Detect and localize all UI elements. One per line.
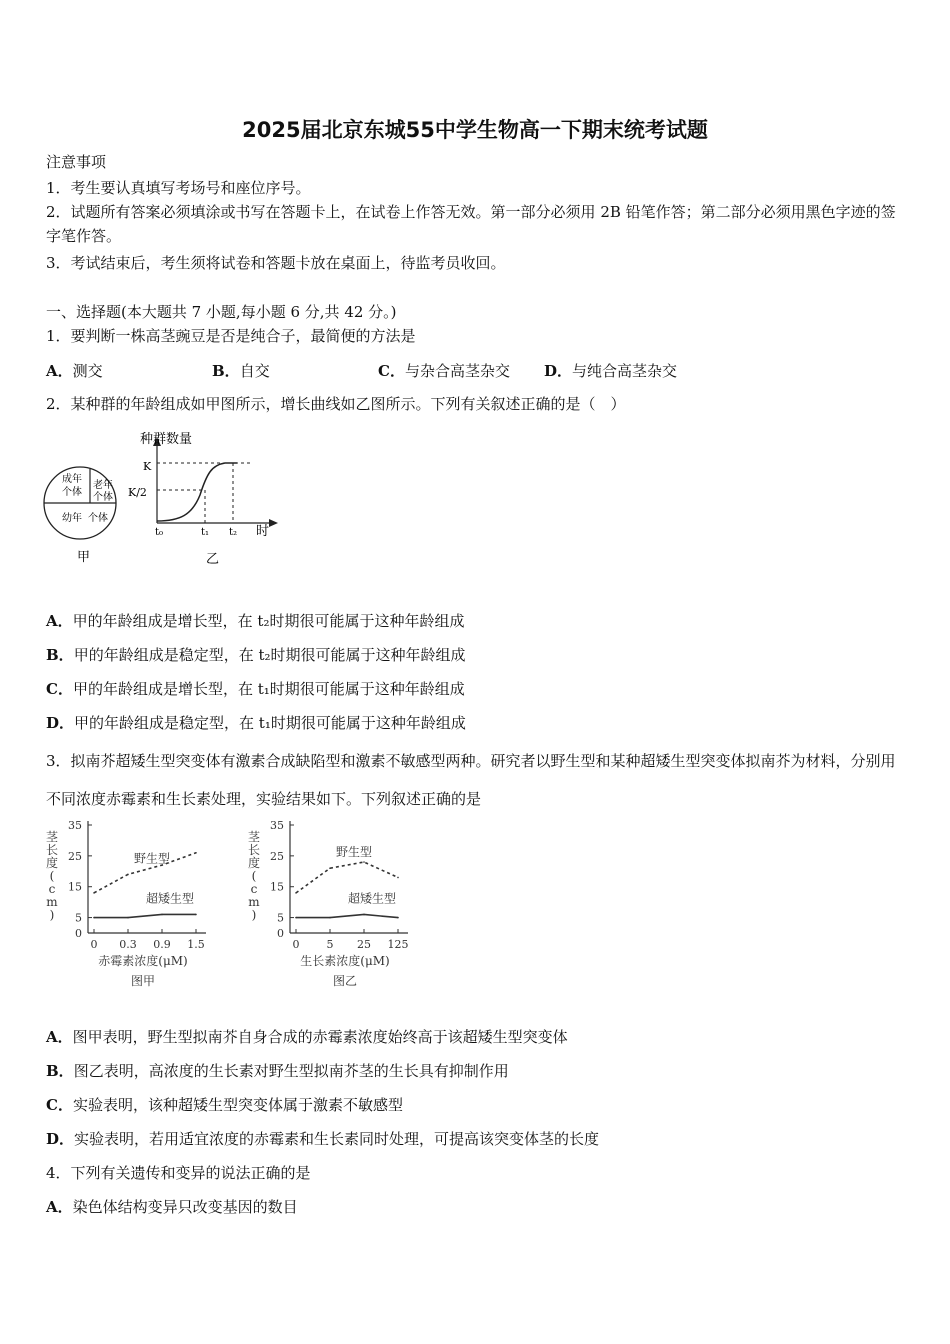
series-line-1-0 xyxy=(296,862,398,893)
data-point-0-1-0 xyxy=(93,917,95,919)
data-point-0-1-2 xyxy=(161,914,163,916)
q1-options xyxy=(46,360,677,381)
notice-item-3: 3．考试结束后，考生须将试卷和答题卡放在桌面上，待监考员收回。 xyxy=(46,254,506,272)
y-axis-label-char-1-0: 茎 xyxy=(247,830,261,844)
series-label-0-0: 野生型 xyxy=(134,851,171,866)
y-axis-label-char-1-5: m xyxy=(248,895,260,909)
x-tick-label-0-3: 1.5 xyxy=(187,938,205,951)
q4-stem: 4．下列有关遗传和变异的说法正确的是 xyxy=(46,1164,311,1182)
pie-label-old-2: 个体 xyxy=(93,492,113,503)
data-point-0-1-1 xyxy=(127,917,129,919)
figure-title-1: 图乙 xyxy=(332,974,358,988)
y-tick-label-1-3: 25 xyxy=(270,849,284,863)
series-label-0-1: 超矮生型 xyxy=(146,891,195,906)
series-line-1-1 xyxy=(296,914,398,917)
series-label-1-1: 超矮生型 xyxy=(348,891,397,906)
q2-figure xyxy=(40,425,290,573)
figure-title-0: 图甲 xyxy=(130,974,156,988)
y-tick-label-0-0: 0 xyxy=(75,927,82,940)
y-axis-label-char-0-1: 长 xyxy=(45,843,59,857)
x-tick-label-0-2: 0.9 xyxy=(153,938,171,951)
chart-auxin xyxy=(242,815,432,995)
x-tick-label-0-1: 0.3 xyxy=(119,938,137,951)
y-tick-label-0-4: 35 xyxy=(68,819,82,832)
growth-curve xyxy=(157,463,237,521)
q2-option-c[interactable]: C．甲的年龄组成是增长型，在 t₁时期很可能属于这种年龄组成 xyxy=(46,680,465,698)
x-tick-t1: t₁ xyxy=(201,527,210,538)
data-point-1-0-3 xyxy=(397,877,399,879)
q3-option-d[interactable]: D．实验表明，若用适宜浓度的赤霉素和生长素同时处理，可提高该突变体茎的长度 xyxy=(46,1130,600,1148)
y-axis-label-char-1-1: 长 xyxy=(247,843,261,857)
q1-option-c[interactable]: C．与杂合高茎杂交 xyxy=(378,362,510,380)
pie-label-old-1: 老年 xyxy=(93,480,113,491)
q2-option-a[interactable]: A．甲的年龄组成是增长型，在 t₂时期很可能属于这种年龄组成 xyxy=(46,612,465,630)
y-axis-label-char-1-3: ( xyxy=(251,869,257,883)
notice-heading: 注意事项 xyxy=(46,153,107,171)
x-tick-label-1-2: 25 xyxy=(357,938,371,951)
y-axis-label-char-0-0: 茎 xyxy=(45,830,59,844)
y-tick-k-half: K/2 xyxy=(128,486,147,499)
notice-item-1: 1．考生要认真填写考场号和座位序号。 xyxy=(46,179,311,197)
x-tick-t2: t₂ xyxy=(229,527,238,538)
pie-label-adult-2: 个体 xyxy=(62,487,82,498)
series-label-1-0: 野生型 xyxy=(336,845,373,860)
y-tick-k: K xyxy=(143,460,152,473)
data-point-0-1-3 xyxy=(195,914,197,916)
data-point-0-0-0 xyxy=(93,892,95,894)
x-axis-title-0: 赤霉素浓度(μM) xyxy=(98,954,188,968)
section-heading: 一、选择题(本大题共 7 小题,每小题 6 分,共 42 分。) xyxy=(46,303,397,321)
x-tick-label-1-3: 125 xyxy=(387,938,409,951)
growth-curve-chart xyxy=(128,431,278,567)
y-axis-label-char-0-2: 度 xyxy=(45,856,59,870)
q2-option-b[interactable]: B．甲的年龄组成是稳定型，在 t₂时期很可能属于这种年龄组成 xyxy=(46,646,466,664)
data-point-1-1-2 xyxy=(363,914,365,916)
caption-jia: 甲 xyxy=(77,550,91,565)
y-tick-label-1-1: 5 xyxy=(277,911,284,925)
chart-gibberellin xyxy=(40,815,220,995)
y-tick-label-0-1: 5 xyxy=(75,911,82,925)
q2-option-d[interactable]: D．甲的年龄组成是稳定型，在 t₁时期很可能属于这种年龄组成 xyxy=(46,714,466,732)
y-axis-label-char-0-5: m xyxy=(46,895,58,909)
pie-label-young-1: 幼年 xyxy=(62,513,82,524)
data-point-0-0-1 xyxy=(127,874,129,876)
y-axis-label-char-1-2: 度 xyxy=(247,856,261,870)
x-tick-t0: t₀ xyxy=(155,527,164,538)
q1-option-a[interactable]: A．测交 xyxy=(46,362,103,380)
q2-stem: 2．某种群的年龄组成如甲图所示，增长曲线如乙图所示。下列有关叙述正确的是（ ） xyxy=(46,395,626,413)
x-tick-label-0-0: 0 xyxy=(90,938,98,951)
q3-option-b[interactable]: B．图乙表明，高浓度的生长素对野生型拟南芥茎的生长具有抑制作用 xyxy=(46,1062,509,1080)
y-tick-label-1-2: 15 xyxy=(270,880,284,894)
q1-option-d[interactable]: D．与纯合高茎杂交 xyxy=(544,362,678,380)
y-tick-label-1-0: 0 xyxy=(277,927,284,940)
data-point-1-1-0 xyxy=(295,917,297,919)
y-axis-label-char-0-4: c xyxy=(48,882,56,896)
y-axis-title: 种群数量 xyxy=(140,432,193,447)
caption-yi: 乙 xyxy=(206,552,220,567)
y-axis-label-char-1-4: c xyxy=(250,882,258,896)
pie-label-adult-1: 成年 xyxy=(62,474,82,485)
q3-option-c[interactable]: C．实验表明，该种超矮生型突变体属于激素不敏感型 xyxy=(46,1096,403,1114)
x-axis-title: 时 xyxy=(256,524,270,539)
data-point-1-0-2 xyxy=(363,861,365,863)
y-axis-label-char-1-6: ) xyxy=(251,908,257,922)
q1-option-b[interactable]: B．自交 xyxy=(212,362,270,380)
x-axis-title-1: 生长素浓度(μM) xyxy=(300,954,390,968)
series-line-0-1 xyxy=(94,914,196,917)
y-axis-label-char-0-6: ) xyxy=(49,908,55,922)
y-tick-label-0-3: 25 xyxy=(68,849,82,863)
x-tick-label-1-0: 0 xyxy=(292,938,300,951)
data-point-0-0-3 xyxy=(195,852,197,854)
q4-option-a[interactable]: A．染色体结构变异只改变基因的数目 xyxy=(46,1198,298,1216)
x-tick-label-1-1: 5 xyxy=(326,938,334,951)
page-title: 2025届北京东城55中学生物高一下期末统考试题 xyxy=(242,118,708,142)
y-axis-label-char-0-3: ( xyxy=(49,869,55,883)
data-point-1-1-3 xyxy=(397,917,399,919)
data-point-1-0-1 xyxy=(329,867,331,869)
q1-stem: 1．要判断一株高茎豌豆是否是纯合子，最简便的方法是 xyxy=(46,327,416,345)
data-point-1-0-0 xyxy=(295,892,297,894)
pie-label-young-2: 个体 xyxy=(88,513,108,524)
age-structure-pie xyxy=(44,467,116,565)
notice-item-2: 2．试题所有答案必须填涂或书写在答题卡上，在试卷上作答无效。第一部分必须用 2B 铅笔作答；第二部分必须用黑色字迹的签字笔作答。 xyxy=(46,203,896,245)
y-tick-label-0-2: 15 xyxy=(68,880,82,894)
q3-stem: 3．拟南芥超矮生型突变体有激素合成缺陷型和激素不敏感型两种。研究者以野生型和某种超矮生型突变体拟南芥为材料，分别用不同浓度赤霉素和生长素处理，实验结果如下。下列叙述正确的是 xyxy=(46,752,896,808)
y-tick-label-1-4: 35 xyxy=(270,819,284,832)
data-point-1-1-1 xyxy=(329,917,331,919)
q3-option-a[interactable]: A．图甲表明，野生型拟南芥自身合成的赤霉素浓度始终高于该超矮生型突变体 xyxy=(46,1028,568,1046)
